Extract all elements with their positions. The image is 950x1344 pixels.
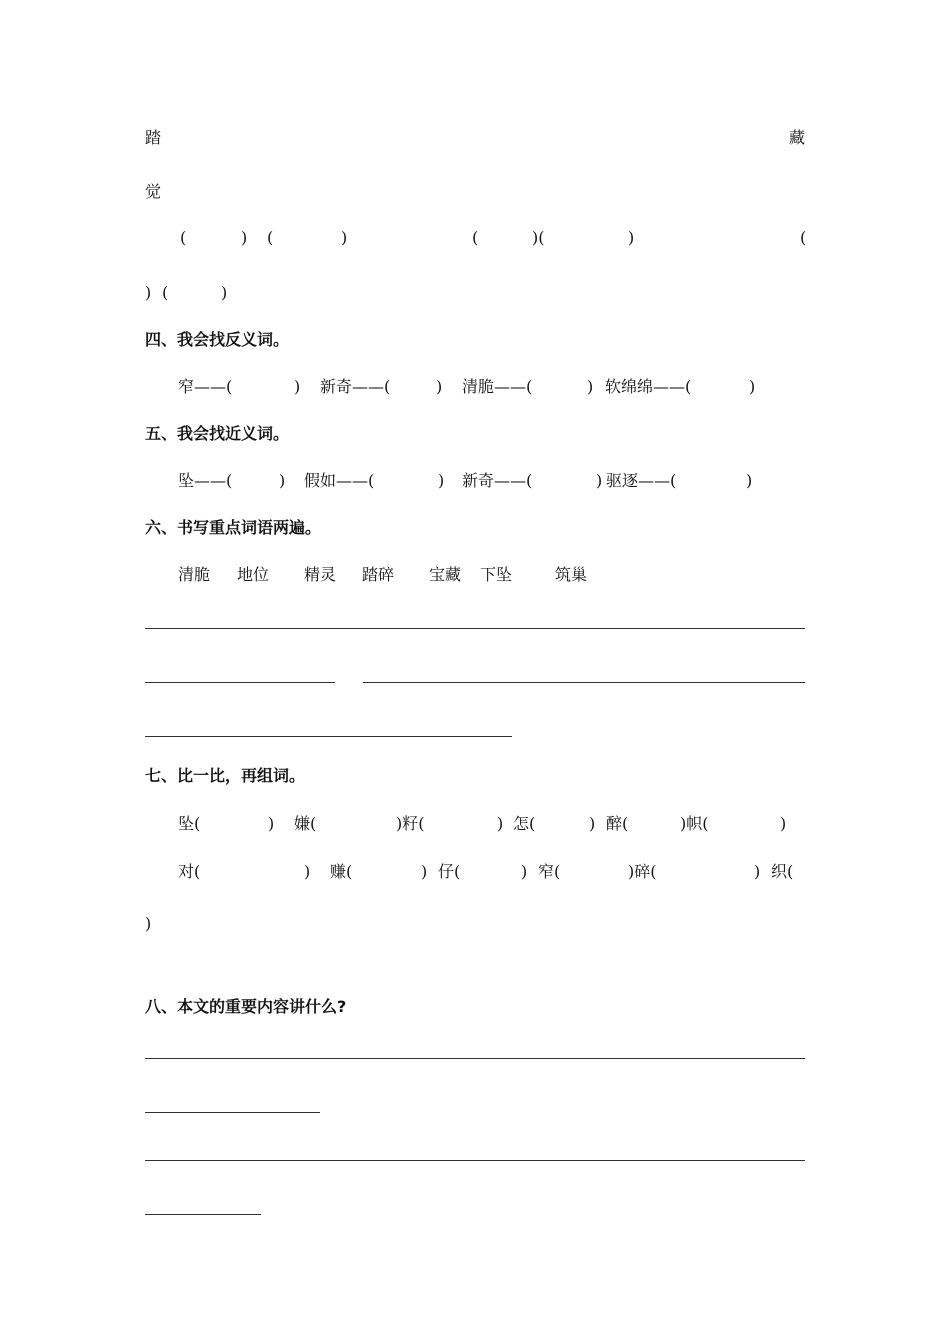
compare-item: ) [304,862,311,881]
synonym-item: ) [438,471,445,490]
compare-item: )碎( [628,862,657,881]
char-ta: 踏 [145,128,162,147]
key-word: 清脆 [178,565,211,584]
compare-item: 窄( [538,862,561,881]
bracket: ) [221,283,228,302]
section-4-title: 四、我会找反义词。 [145,330,290,349]
compare-item: 怎( [513,814,536,833]
writing-line[interactable] [145,628,805,629]
writing-line[interactable] [145,682,335,683]
synonym-item: 驱逐——( [606,471,677,490]
compare-item: 醉( [606,814,629,833]
key-word: 筑巢 [555,565,588,584]
compare-item: ) [589,814,596,833]
key-word: 地位 [237,565,270,584]
bracket: ) [241,228,248,247]
compare-item: ) [521,862,528,881]
key-word: 下坠 [480,565,513,584]
compare-item: )帜( [680,814,709,833]
compare-item: ) [421,862,428,881]
antonym-item: 新奇——( [320,377,391,396]
antonym-item: ) [436,377,443,396]
key-word: 宝藏 [429,565,462,584]
bracket: ( [267,228,274,247]
bracket: ) [628,228,635,247]
synonym-item: 新奇——( [462,471,533,490]
antonym-item: 清脆——( [462,377,533,396]
compare-item: )籽( [396,814,425,833]
writing-line[interactable] [145,736,512,737]
section-8-title: 八、本文的重要内容讲什么? [145,997,347,1016]
section-5-title: 五、我会找近义词。 [145,424,290,443]
key-word: 踏碎 [362,565,395,584]
section-6-title: 六、书写重点词语两遍。 [145,518,322,537]
section-7-title: 七、比一比，再组词。 [145,766,306,785]
synonym-item: 假如——( [304,471,375,490]
answer-line[interactable] [145,1160,805,1161]
synonym-item: ) [279,471,286,490]
compare-item: ) [268,814,275,833]
answer-line[interactable] [145,1112,320,1113]
bracket: ) [145,283,152,302]
antonym-item: ) [587,377,594,396]
bracket: )( [532,228,545,247]
compare-item: ) [754,862,761,881]
bracket: ( [472,228,479,247]
compare-item: 织( [771,862,794,881]
synonym-item: ) [746,471,753,490]
char-cang: 藏 [789,128,806,147]
bracket: ( [162,283,169,302]
writing-line[interactable] [363,682,805,683]
compare-item: ) [145,914,152,933]
bracket: ( [180,228,187,247]
answer-line[interactable] [145,1058,805,1059]
synonym-item: ) [596,471,603,490]
compare-item: ) [497,814,504,833]
synonym-item: 坠——( [178,471,233,490]
compare-item: ) [780,814,787,833]
antonym-item: ) [749,377,756,396]
bracket: ) [341,228,348,247]
answer-line[interactable] [145,1214,261,1215]
compare-item: 对( [178,862,201,881]
bracket: ( [800,228,807,247]
compare-item: 坠( [178,814,201,833]
antonym-item: ) [294,377,301,396]
char-jue: 觉 [145,182,162,201]
compare-item: 仔( [438,862,461,881]
antonym-item: 窄——( [178,377,233,396]
antonym-item: 软绵绵——( [605,377,692,396]
key-word: 精灵 [304,565,337,584]
compare-item: 嫌( [294,814,317,833]
compare-item: 赚( [330,862,353,881]
